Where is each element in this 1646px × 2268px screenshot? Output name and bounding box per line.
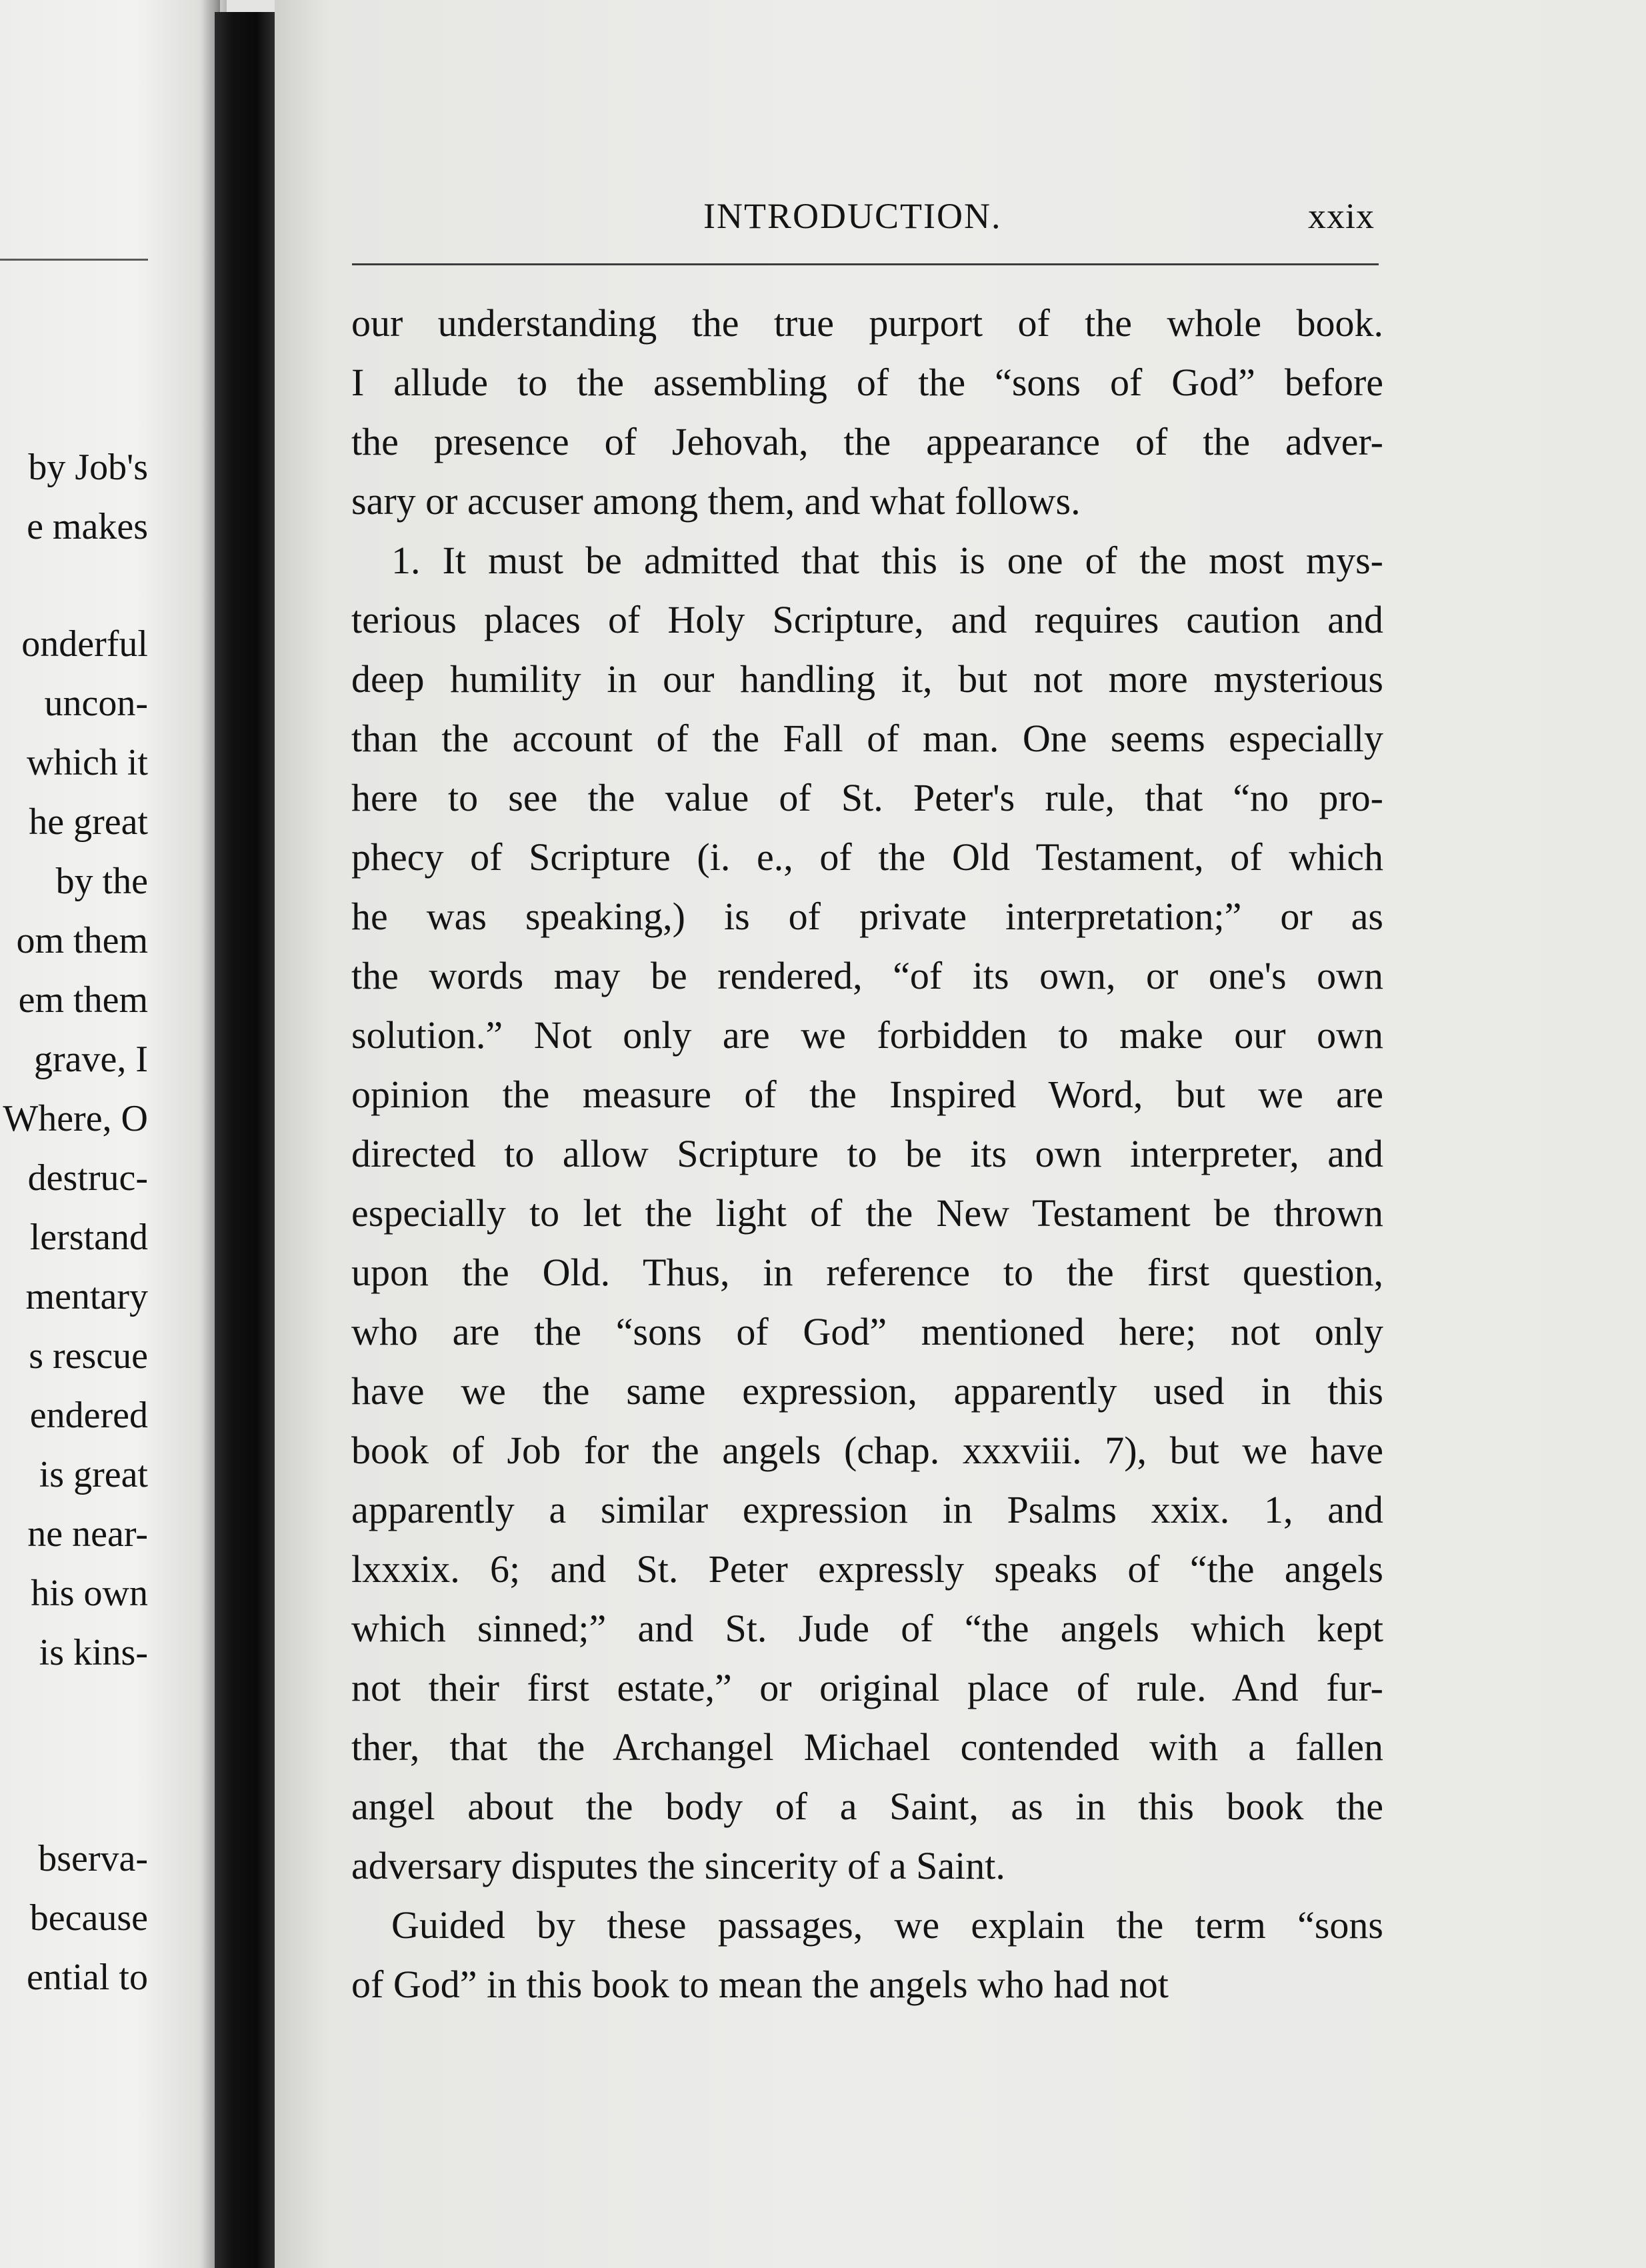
left-page-line: by Job's: [28, 447, 148, 488]
text-line: solution.” Not only are we forbidden to make our own: [351, 1013, 1383, 1057]
left-page-line: mentary: [25, 1276, 148, 1317]
text-line: our understanding the true purport of the whole book.: [351, 301, 1383, 345]
text-line: ther, that the Archangel Michael contended with a fallen: [351, 1725, 1383, 1769]
left-page-line: is great: [39, 1454, 148, 1495]
left-page-line: because: [29, 1897, 148, 1939]
left-page-rule: [0, 259, 148, 261]
left-page-line: uncon-: [44, 683, 148, 724]
left-page-line: endered: [29, 1395, 148, 1436]
left-page-line: bserva-: [38, 1838, 148, 1879]
text-line: he was speaking,) is of private interpretation;” or as: [351, 895, 1383, 938]
text-line: have we the same expression, apparently used in this: [351, 1369, 1383, 1413]
left-page-line: lerstand: [29, 1217, 148, 1258]
text-line: especially to let the light of the New Testament be thrown: [351, 1191, 1383, 1235]
left-page-line: om them: [16, 920, 148, 961]
left-page-line: s rescue: [29, 1335, 148, 1377]
text-line: the presence of Jehovah, the appearance of the adver-: [351, 420, 1383, 463]
book-gutter: [215, 12, 275, 2268]
text-line: not their first estate,” or original place of rule. And fur-: [351, 1666, 1383, 1709]
text-line: than the account of the Fall of man. One seems especially: [351, 717, 1383, 760]
left-page-line: which it: [27, 742, 148, 783]
running-head: [0, 195, 1646, 242]
left-page-line: destruc-: [27, 1157, 148, 1199]
left-page-line: Where, O: [3, 1098, 148, 1139]
text-line: here to see the value of St. Peter's rule, that “no pro-: [351, 776, 1383, 819]
text-line: adversary disputes the sincerity of a Saint.: [351, 1844, 1005, 1887]
text-line: angel about the body of a Saint, as in this book the: [351, 1785, 1383, 1828]
text-line: 1. It must be admitted that this is one of the most mys-: [391, 539, 1383, 582]
text-line: terious places of Holy Scripture, and requires caution and: [351, 598, 1383, 641]
left-page-line: ne near-: [27, 1513, 148, 1555]
page-title: INTRODUCTION.: [703, 196, 1002, 236]
text-line: which sinned;” and St. Jude of “the angels which kept: [351, 1607, 1383, 1650]
left-page-line: he great: [29, 801, 148, 843]
text-line: the words may be rendered, “of its own, or one's own: [351, 954, 1383, 997]
text-line: who are the “sons of God” mentioned here; not only: [351, 1310, 1383, 1353]
header-rule: [352, 263, 1379, 265]
text-line: phecy of Scripture (i. e., of the Old Testament, of which: [351, 835, 1383, 879]
page-number: xxix: [1308, 196, 1375, 236]
text-line: Guided by these passages, we explain the term “sons: [391, 1903, 1383, 1947]
text-line: I allude to the assembling of the “sons of God” before: [351, 361, 1383, 404]
text-line: lxxxix. 6; and St. Peter expressly speaks of “the angels: [351, 1547, 1383, 1591]
left-page-line: onderful: [21, 623, 148, 665]
text-line: upon the Old. Thus, in reference to the first question,: [351, 1251, 1383, 1294]
text-line: sary or accuser among them, and what follows.: [351, 479, 1081, 523]
text-line: directed to allow Scripture to be its own interpreter, and: [351, 1132, 1383, 1175]
left-page-line: is kins-: [39, 1632, 148, 1673]
left-page-line: by the: [55, 861, 148, 902]
text-line: of God” in this book to mean the angels who had not: [351, 1963, 1169, 2006]
text-line: opinion the measure of the Inspired Word, but we are: [351, 1073, 1383, 1116]
text-line: apparently a similar expression in Psalms xxix. 1, and: [351, 1488, 1383, 1531]
left-page-line: his own: [31, 1573, 148, 1614]
left-page-line: ential to: [27, 1957, 148, 1998]
text-line: book of Job for the angels (chap. xxxviii. 7), but we have: [351, 1429, 1383, 1472]
text-line: deep humility in our handling it, but not more mysterious: [351, 657, 1383, 701]
left-page-line: em them: [18, 979, 148, 1021]
body-text: [351, 293, 1383, 2014]
left-page-line: e makes: [27, 506, 148, 547]
left-page-line: grave, I: [33, 1039, 148, 1080]
left-page-fragment: [0, 0, 227, 2268]
